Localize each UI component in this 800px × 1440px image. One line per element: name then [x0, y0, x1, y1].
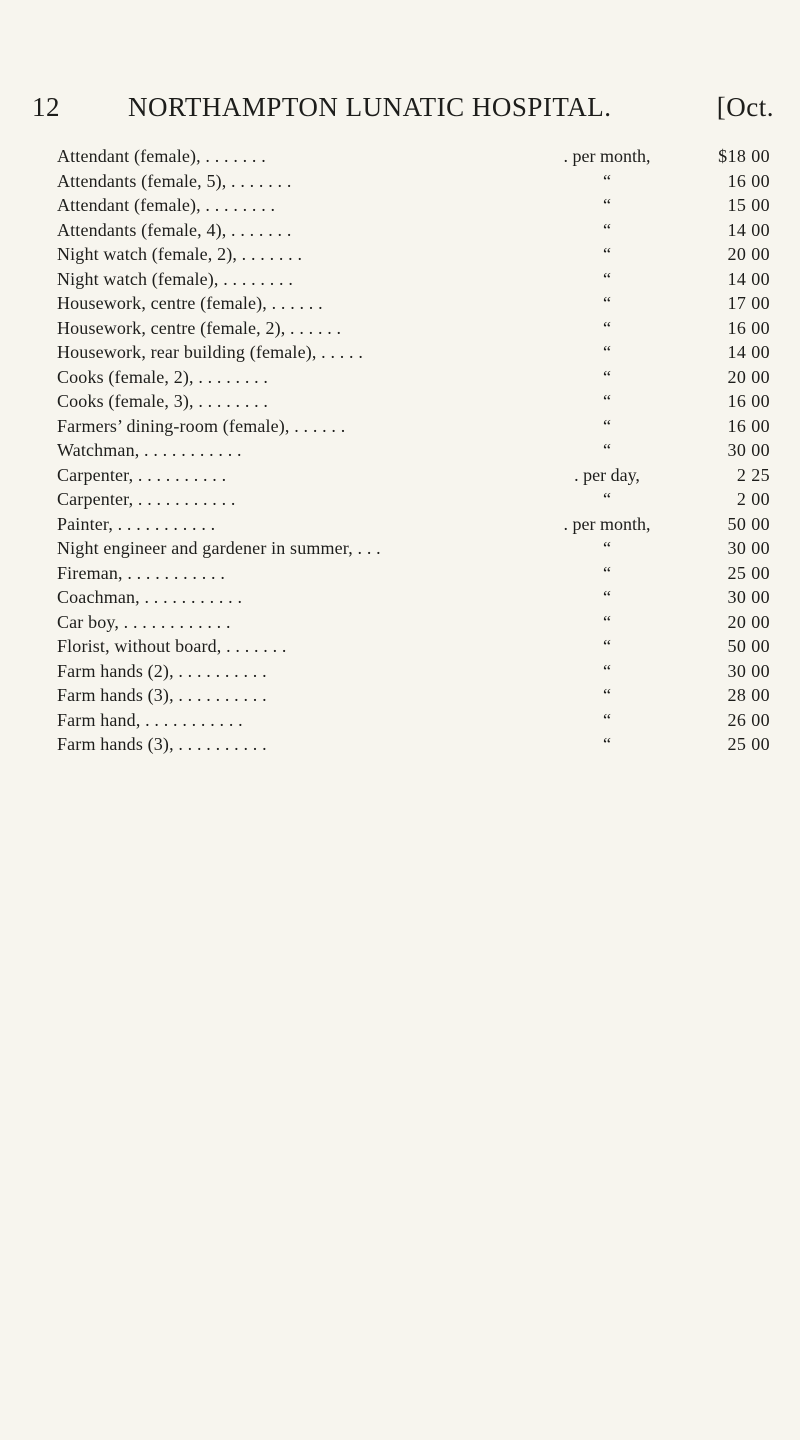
- position-label: Farm hand, . . . . . . . . . . .: [57, 709, 243, 730]
- pay-period: “: [603, 293, 611, 313]
- pay-period: “: [603, 268, 611, 289]
- position-label: Carpenter, . . . . . . . . . . .: [57, 489, 236, 509]
- pay-period: “: [603, 636, 611, 656]
- position-label: Coachman, . . . . . . . . . . .: [57, 587, 243, 607]
- position-label: Attendants (female, 4), . . . . . . .: [57, 219, 292, 240]
- page-header: [32, 92, 774, 132]
- wage-amount: 30 00: [727, 587, 770, 607]
- table-row: [0, 708, 800, 733]
- pay-period: “: [603, 415, 611, 436]
- table-row: [0, 561, 800, 586]
- wage-amount: 16 00: [727, 391, 770, 411]
- table-row: [0, 683, 800, 708]
- wage-amount: 20 00: [727, 366, 770, 387]
- pay-period: “: [603, 709, 611, 730]
- table-row: [0, 389, 800, 414]
- wage-amount: 30 00: [727, 440, 770, 460]
- pay-period: . per day,: [574, 464, 640, 485]
- table-row: [0, 340, 800, 365]
- position-label: Farm hands (3), . . . . . . . . . .: [57, 685, 267, 705]
- position-label: Florist, without board, . . . . . . .: [57, 636, 287, 656]
- table-row: [0, 512, 800, 537]
- table-row: [0, 585, 800, 610]
- wage-amount: 16 00: [727, 415, 770, 436]
- wage-amount: 30 00: [727, 660, 770, 681]
- pay-period: “: [603, 170, 611, 191]
- pay-period: “: [603, 440, 611, 460]
- position-label: Housework, centre (female), . . . . . .: [57, 293, 323, 313]
- table-row: [0, 659, 800, 684]
- pay-period: “: [603, 685, 611, 705]
- position-label: Night watch (female, 2), . . . . . . .: [57, 244, 303, 264]
- table-row: [0, 316, 800, 341]
- running-date: [Oct.: [716, 92, 774, 122]
- table-row: [0, 610, 800, 635]
- position-label: Farm hands (2), . . . . . . . . . .: [57, 660, 267, 681]
- wage-amount: 17 00: [727, 293, 770, 313]
- wage-amount: 25 00: [727, 734, 770, 754]
- table-row: [0, 365, 800, 390]
- table-row: [0, 193, 800, 218]
- wage-amount: 2 00: [736, 489, 770, 509]
- position-label: Attendant (female), . . . . . . .: [57, 146, 266, 166]
- table-row: [0, 634, 800, 659]
- wage-amount: 50 00: [727, 636, 770, 656]
- wage-amount: 15 00: [727, 195, 770, 215]
- position-label: Housework, rear building (female), . . . . .: [57, 342, 364, 362]
- position-label: Night engineer and gardener in summer, . . .: [57, 538, 381, 558]
- position-label: Cooks (female, 2), . . . . . . . .: [57, 366, 269, 387]
- position-label: Watchman, . . . . . . . . . . .: [57, 440, 242, 460]
- wage-amount: $18 00: [718, 146, 770, 166]
- table-row: [0, 169, 800, 194]
- wage-amount: 16 00: [727, 317, 770, 338]
- pay-period: “: [603, 660, 611, 681]
- table-row: [0, 732, 800, 757]
- table-row: [0, 144, 800, 169]
- table-row: [0, 487, 800, 512]
- wage-amount: 14 00: [727, 268, 770, 289]
- pay-period: “: [603, 587, 611, 607]
- table-row: [0, 267, 800, 292]
- wage-amount: 30 00: [727, 538, 770, 558]
- pay-period: “: [603, 219, 611, 240]
- wage-amount: 50 00: [727, 513, 770, 534]
- pay-period: “: [603, 611, 611, 632]
- pay-period: “: [603, 244, 611, 264]
- position-label: Night watch (female), . . . . . . . .: [57, 268, 293, 289]
- table-row: [0, 218, 800, 243]
- pay-period: “: [603, 489, 611, 509]
- pay-period: “: [603, 391, 611, 411]
- table-row: [0, 242, 800, 267]
- position-label: Housework, centre (female, 2), . . . . . .: [57, 317, 342, 338]
- wage-amount: 20 00: [727, 244, 770, 264]
- wage-amount: 14 00: [727, 219, 770, 240]
- position-label: Farmers’ dining-room (female), . . . . . .: [57, 415, 346, 436]
- table-row: [0, 438, 800, 463]
- wage-amount: 20 00: [727, 611, 770, 632]
- table-row: [0, 536, 800, 561]
- wage-amount: 14 00: [727, 342, 770, 362]
- position-label: Car boy, . . . . . . . . . . . .: [57, 611, 231, 632]
- position-label: Farm hands (3), . . . . . . . . . .: [57, 734, 267, 754]
- wage-amount: 16 00: [727, 170, 770, 191]
- pay-period: . per month,: [563, 146, 651, 166]
- wage-amount: 26 00: [727, 709, 770, 730]
- table-row: [0, 414, 800, 439]
- pay-period: . per month,: [563, 513, 651, 534]
- pay-period: “: [603, 366, 611, 387]
- running-title: NORTHAMPTON LUNATIC HOSPITAL.: [128, 92, 612, 122]
- pay-period: “: [603, 562, 611, 583]
- position-label: Fireman, . . . . . . . . . . .: [57, 562, 225, 583]
- wage-amount: 2 25: [736, 464, 770, 485]
- position-label: Attendant (female), . . . . . . . .: [57, 195, 276, 215]
- pay-period: “: [603, 538, 611, 558]
- pay-period: “: [603, 734, 611, 754]
- pay-period: “: [603, 317, 611, 338]
- position-label: Painter, . . . . . . . . . . .: [57, 513, 216, 534]
- position-label: Carpenter, . . . . . . . . . .: [57, 464, 227, 485]
- table-row: [0, 463, 800, 488]
- wage-table: [0, 144, 800, 757]
- page-number: 12: [32, 92, 60, 122]
- position-label: Attendants (female, 5), . . . . . . .: [57, 170, 292, 191]
- position-label: Cooks (female, 3), . . . . . . . .: [57, 391, 269, 411]
- table-row: [0, 291, 800, 316]
- pay-period: “: [603, 195, 611, 215]
- wage-amount: 25 00: [727, 562, 770, 583]
- wage-amount: 28 00: [727, 685, 770, 705]
- pay-period: “: [603, 342, 611, 362]
